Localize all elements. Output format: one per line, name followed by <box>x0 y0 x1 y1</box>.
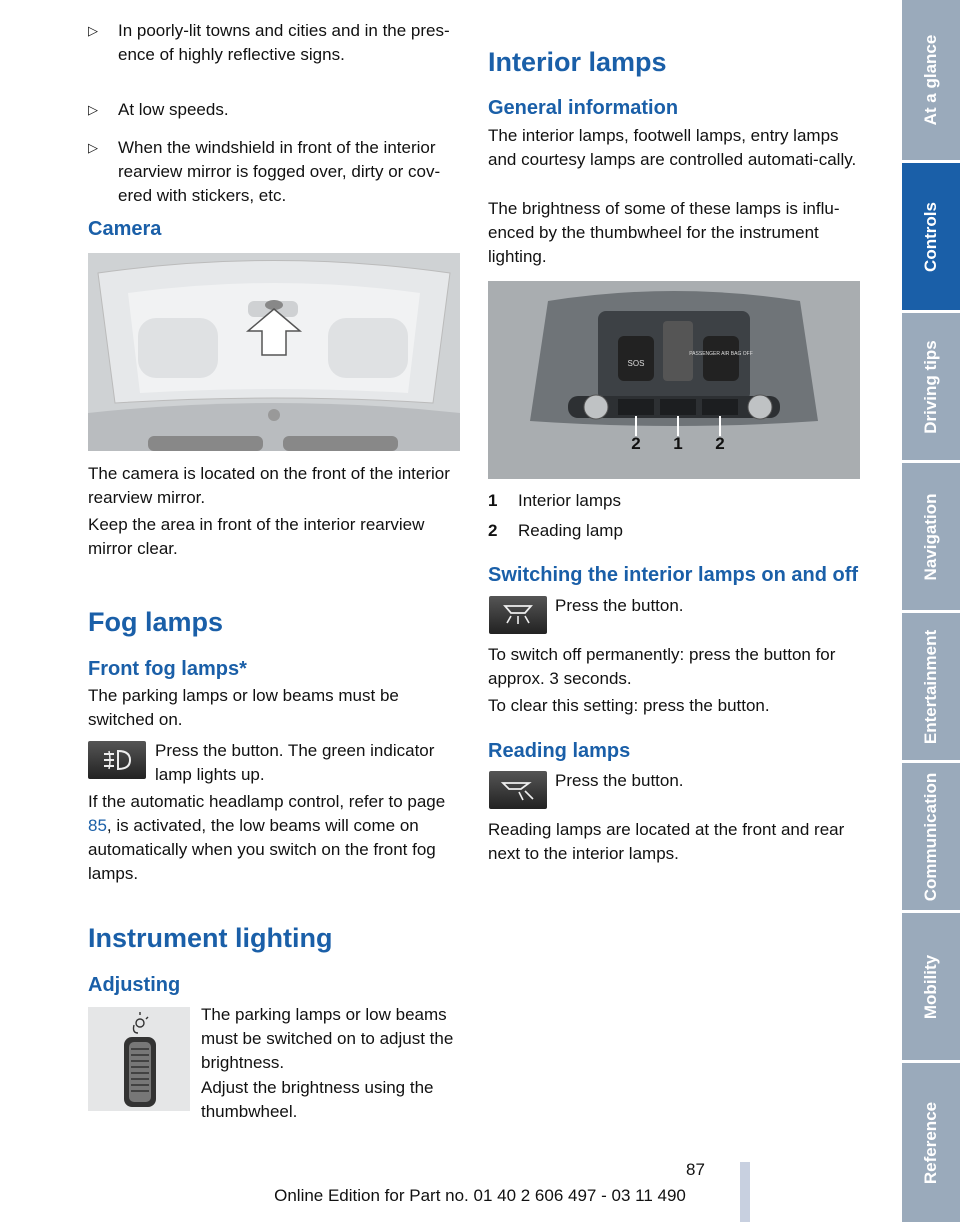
camera-heading: Camera <box>88 218 162 240</box>
interior-lamps-heading: Interior lamps <box>488 47 667 77</box>
overhead-console-photo <box>488 281 860 479</box>
fog-lamps-heading: Fog lamps <box>88 607 224 637</box>
photo-callout-1: 1 <box>673 434 683 453</box>
triangle-bullet-icon: ▷ <box>88 102 98 117</box>
reading-button-text: Press the button. <box>555 771 684 790</box>
tab-navigation[interactable]: Navigation <box>902 463 960 610</box>
triangle-bullet-icon: ▷ <box>88 23 98 38</box>
instrument-lighting-heading: Instrument lighting <box>88 923 333 953</box>
adjusting-paragraph-1: The parking lamps or low beams must be switched on to adjust the brightness. <box>201 1005 454 1072</box>
footer-text: Online Edition for Part no. 01 40 2 606 497 - 03 11 490 <box>274 1186 686 1205</box>
tab-mobility[interactable]: Mobility <box>902 913 960 1060</box>
tab-driving-tips[interactable]: Driving tips <box>902 313 960 460</box>
switch-button-text: Press the button. <box>555 596 684 615</box>
thumbwheel-illustration <box>88 1007 190 1111</box>
adjusting-paragraph-2: Adjust the brightness using the thumbwheel. <box>201 1078 434 1121</box>
photo-callout-2-left: 2 <box>631 434 641 453</box>
front-fog-lamps-heading: Front fog lamps* <box>88 658 247 680</box>
reading-lamp-icon <box>489 771 547 809</box>
photo-callout-2-right: 2 <box>715 434 725 453</box>
camera-windshield-illustration <box>88 253 460 451</box>
switching-heading: Switching the interior lamps on and off <box>488 564 859 586</box>
triangle-bullet-icon: ▷ <box>88 140 98 155</box>
chapter-sidebar <box>902 0 960 1222</box>
adjusting-heading: Adjusting <box>88 974 181 996</box>
tab-at-a-glance[interactable]: At a glance <box>902 0 960 160</box>
page-number: 87 <box>686 1160 705 1179</box>
tab-communication[interactable]: Communication <box>902 763 960 910</box>
sos-label: SOS <box>627 359 645 368</box>
airbag-label: PASSENGER AIR BAG OFF <box>689 351 753 357</box>
general-paragraph-1: The interior lamps, footwell lamps, entry lamps and courtesy lamps are controlled automati-cally. <box>488 126 857 169</box>
page-85-link[interactable]: 85 <box>88 816 107 835</box>
general-information-heading: General information <box>488 97 679 119</box>
fog-lamp-icon <box>88 741 146 779</box>
switch-paragraph-2: To clear this setting: press the button. <box>488 696 770 715</box>
fog-lamp-button <box>88 741 146 779</box>
reading-lamps-heading: Reading lamps <box>488 740 631 762</box>
interior-lamp-button <box>489 596 547 634</box>
tab-reference[interactable]: Reference <box>902 1063 960 1222</box>
tab-controls[interactable]: Controls <box>902 163 960 310</box>
reading-paragraph: Reading lamps are located at the front and rear next to the interior lamps. <box>488 820 845 863</box>
interior-lamp-icon <box>489 596 547 634</box>
fog-paragraph-2: If the automatic headlamp control, refer to page 85, is activated, the low beams will come on automatically when you switch on the front fog lamps. <box>88 792 446 883</box>
fog-button-text: Press the button. The green indicator lamp lights up. <box>155 741 435 784</box>
switch-paragraph-1: To switch off permanently: press the button for approx. 3 seconds. <box>488 645 836 688</box>
general-paragraph-2: The brightness of some of these lamps is influ-enced by the thumbwheel for the instrument lighting. <box>488 199 840 266</box>
camera-paragraph-2: Keep the area in front of the interior rearview mirror clear. <box>88 515 425 558</box>
tab-entertainment[interactable]: Entertainment <box>902 613 960 760</box>
fog-paragraph-1: The parking lamps or low beams must be switched on. <box>88 686 399 729</box>
camera-paragraph-1: The camera is located on the front of the interior rearview mirror. <box>88 464 450 507</box>
reading-lamp-button <box>489 771 547 809</box>
